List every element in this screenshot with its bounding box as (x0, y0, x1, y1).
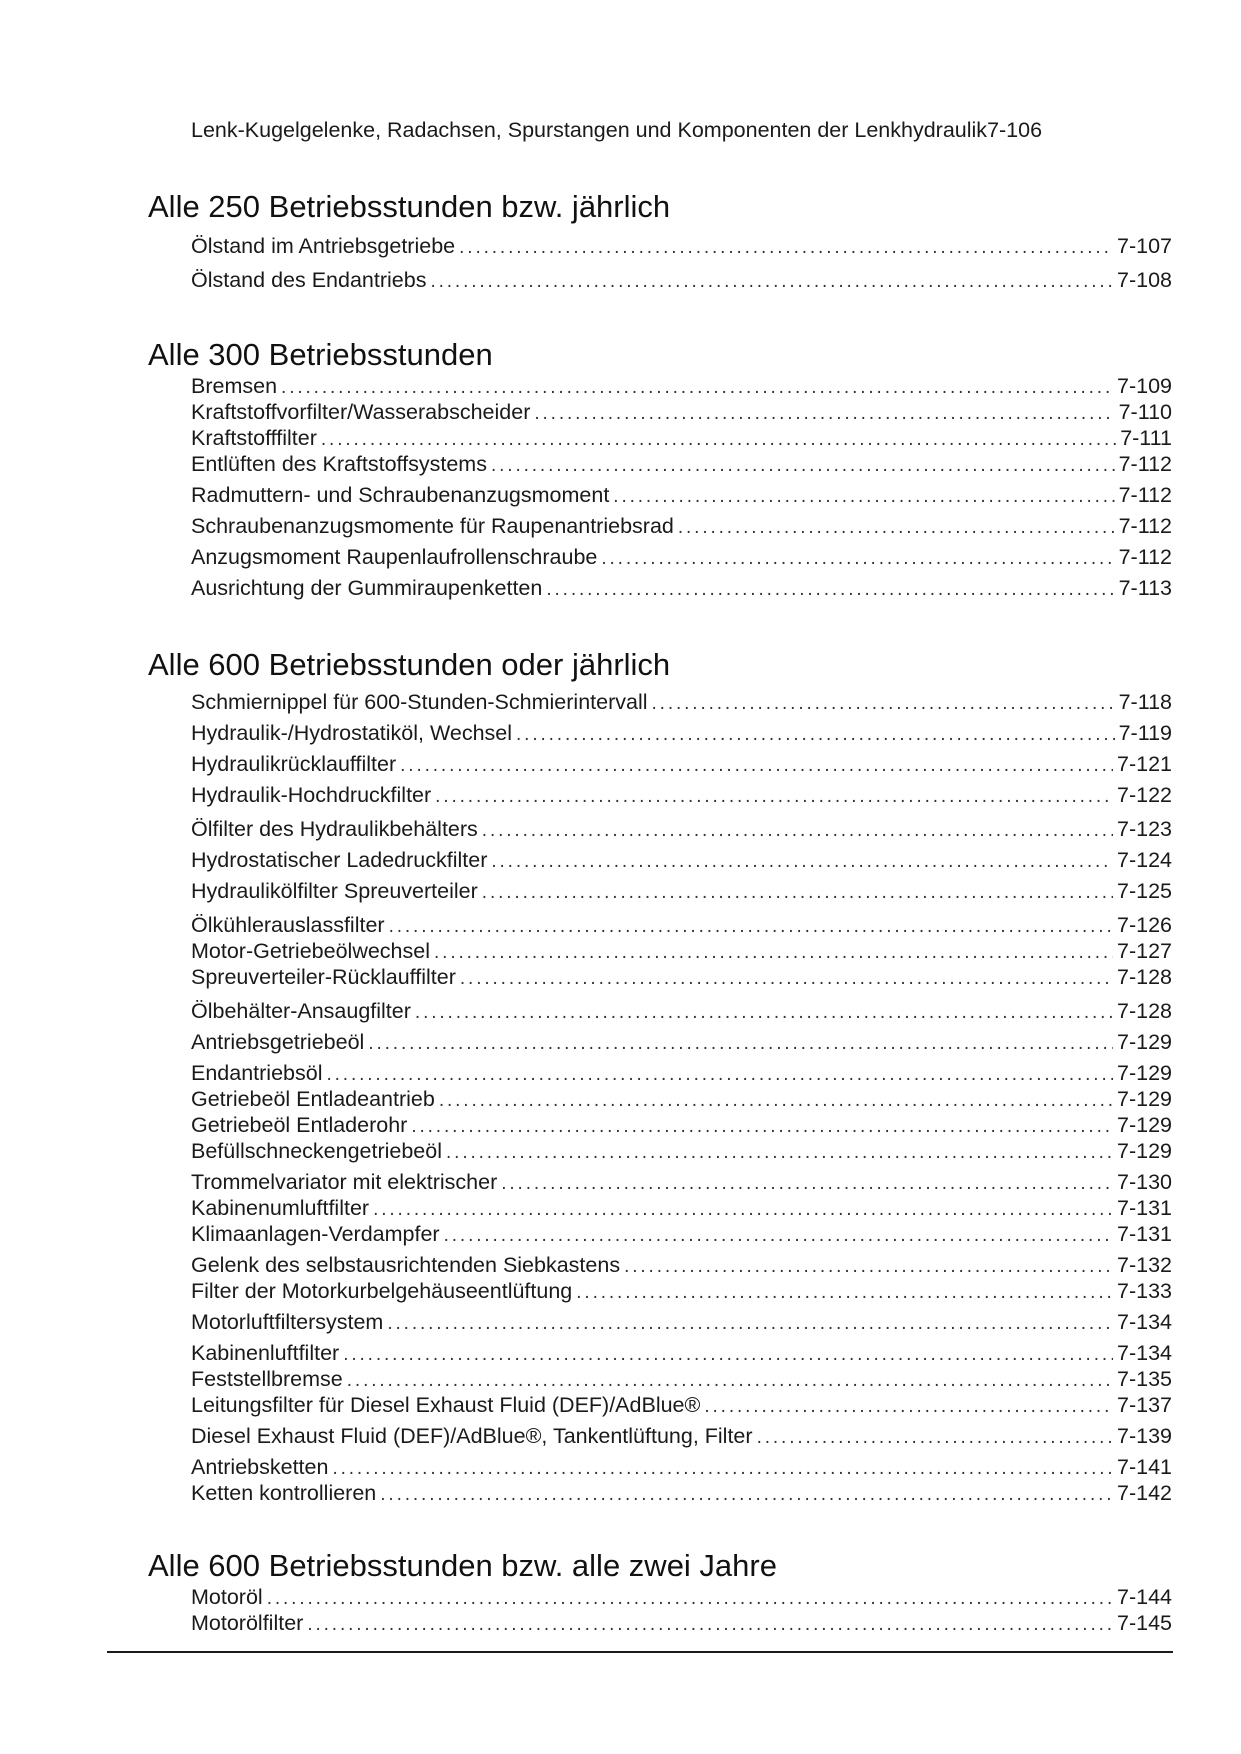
toc-entry-label: Lenk-Kugelgelenke, Radachsen, Spurstangen und Komponenten der Lenkhydraulik (191, 118, 988, 142)
toc-entry-label: Ölbehälter-Ansaugfilter (191, 999, 411, 1023)
toc-entry-label: Ölstand des Endantriebs (191, 268, 427, 292)
toc-entry-page: 7-137 (1117, 1393, 1172, 1417)
toc-entry[interactable] (191, 815, 1172, 843)
toc-entry-page: 7-125 (1117, 879, 1172, 903)
toc-entry[interactable] (191, 1220, 1172, 1248)
toc-entry[interactable] (191, 963, 1172, 991)
section-heading: Alle 300 Betriebsstunden (148, 337, 493, 372)
toc-entry-label: Hydraulik-Hochdruckfilter (191, 783, 432, 807)
dot-leader (491, 848, 1113, 876)
toc-entry-label: Klimaanlagen-Verdampfer (191, 1222, 440, 1246)
toc-entry-page: 7-109 (1117, 374, 1172, 398)
toc-entry[interactable] (191, 512, 1172, 540)
toc-entry-page: 7-139 (1117, 1424, 1172, 1448)
toc-entry[interactable] (191, 719, 1172, 747)
toc-entry-label: Ölkühlerauslassfilter (191, 913, 385, 937)
toc-entry-page: 7-134 (1117, 1310, 1172, 1334)
toc-entry-page: 7-129 (1117, 1139, 1172, 1163)
toc-entry[interactable] (191, 1391, 1172, 1419)
toc-entry-page: 7-129 (1117, 1061, 1172, 1085)
toc-entry[interactable] (191, 1251, 1172, 1279)
toc-entry-label: Hydraulikölfilter Spreuverteiler (191, 879, 478, 903)
toc-entry[interactable] (191, 1168, 1172, 1196)
toc-entry-label: Schraubenanzugsmomente für Raupenantriebsrad (191, 514, 674, 538)
toc-entry-page: 7-106 (987, 118, 1043, 142)
toc-entry-page: 7-110 (1118, 400, 1172, 424)
toc-entry[interactable] (191, 450, 1172, 478)
toc-entry-label: Diesel Exhaust Fluid (DEF)/AdBlue®, Tankentlüftung, Filter (191, 1424, 753, 1448)
toc-entry-label: Hydrostatischer Ladedruckfilter (191, 848, 488, 872)
toc-entry[interactable] (191, 1339, 1172, 1367)
toc-entry[interactable] (191, 1422, 1172, 1450)
dot-leader (368, 1030, 1113, 1058)
toc-entry-label: Ketten kontrollieren (191, 1481, 377, 1505)
toc-entry-label: Hydraulik-/Hydrostatiköl, Wechsel (191, 721, 513, 745)
toc-entry-page: 7-127 (1117, 939, 1172, 963)
toc-entry-label: Motorölfilter (191, 1611, 304, 1635)
dot-leader (516, 721, 1115, 749)
dot-leader (307, 1611, 1113, 1639)
toc-entry[interactable] (191, 1028, 1172, 1056)
toc-entry-label: Anzugsmoment Raupenlaufrollenschraube (191, 545, 598, 569)
toc-entry[interactable] (191, 116, 1172, 144)
dot-leader (546, 576, 1114, 604)
toc-entry-page: 7-132 (1117, 1253, 1172, 1277)
toc-entry-page: 7-128 (1117, 965, 1172, 989)
toc-entry-page: 7-118 (1118, 690, 1172, 714)
toc-entry-label: Ausrichtung der Gummiraupenketten (191, 576, 543, 600)
toc-entry[interactable] (191, 1453, 1172, 1481)
toc-entry-page: 7-111 (1120, 426, 1172, 450)
toc-entry-label: Leitungsfilter für Diesel Exhaust Fluid (DEF)/AdBlue® (191, 1393, 701, 1417)
toc-entry[interactable] (191, 937, 1172, 965)
toc-entry-label: Motor-Getriebeölwechsel (191, 939, 430, 963)
toc-entry-page: 7-144 (1117, 1585, 1172, 1609)
toc-entry[interactable] (191, 688, 1172, 716)
toc-entry-label: Entlüften des Kraftstoffsystems (191, 452, 487, 476)
section-heading: Alle 600 Betriebsstunden bzw. alle zwei Jahre (148, 1548, 777, 1583)
toc-entry-label: Kabinenluftfilter (191, 1341, 340, 1365)
toc-entry-label: Motorluftfiltersystem (191, 1310, 384, 1334)
toc-entry-label: Ölfilter des Hydraulikbehälters (191, 817, 478, 841)
dot-leader (444, 1222, 1113, 1250)
toc-entry[interactable] (191, 1194, 1172, 1222)
toc-entry-label: Ölstand im Antriebsgetriebe (191, 234, 456, 258)
toc-entry-label: Filter der Motorkurbelgehäuseentlüftung (191, 1279, 573, 1303)
dot-leader (460, 965, 1113, 993)
toc-entry-label: Hydraulikrücklauffilter (191, 752, 397, 776)
dot-leader (430, 268, 1113, 296)
toc-entry[interactable] (191, 1583, 1172, 1611)
toc-entry-label: Befüllschneckengetriebeöl (191, 1139, 442, 1163)
toc-entry[interactable] (191, 574, 1172, 602)
toc-entry-page: 7-145 (1117, 1611, 1172, 1635)
toc-entry-label: Antriebsketten (191, 1455, 329, 1479)
toc-entry[interactable] (191, 1609, 1172, 1637)
dot-leader (482, 817, 1113, 845)
toc-entry-label: Feststellbremse (191, 1367, 343, 1391)
dot-leader (415, 999, 1113, 1027)
toc-entry-page: 7-126 (1117, 913, 1172, 937)
toc-entry-page: 7-123 (1117, 817, 1172, 841)
toc-entry[interactable] (191, 543, 1172, 571)
toc-entry-page: 7-107 (1117, 234, 1172, 258)
toc-entry-page: 7-131 (1117, 1196, 1172, 1220)
toc-entry-page: 7-124 (1117, 848, 1172, 872)
toc-entry-label: Getriebeöl Entladerohr (191, 1113, 408, 1137)
toc-entry[interactable] (191, 1111, 1172, 1139)
toc-entry-page: 7-142 (1117, 1481, 1172, 1505)
toc-entry-page: 7-135 (1117, 1367, 1172, 1391)
toc-entry-page: 7-134 (1117, 1341, 1172, 1365)
toc-entry[interactable] (191, 232, 1172, 260)
toc-entry[interactable] (191, 1085, 1172, 1113)
toc-entry-page: 7-131 (1117, 1222, 1172, 1246)
toc-entry-page: 7-112 (1118, 514, 1172, 538)
toc-entry-page: 7-112 (1118, 452, 1172, 476)
toc-entry-label: Schmiernippel für 600-Stunden-Schmierintervall (191, 690, 648, 714)
dot-leader (601, 545, 1114, 573)
toc-entry-label: Kraftstoffvorfilter/Wasserabscheider (191, 400, 531, 424)
toc-entry-label: Gelenk des selbstausrichtenden Siebkastens (191, 1253, 621, 1277)
dot-leader (387, 1310, 1113, 1338)
toc-entry[interactable] (191, 1365, 1172, 1393)
toc-entry-label: Getriebeöl Entladeantrieb (191, 1087, 435, 1111)
toc-entry[interactable] (191, 424, 1172, 452)
toc-entry-label: Spreuverteiler-Rücklauffilter (191, 965, 456, 989)
toc-entry[interactable] (191, 398, 1172, 426)
toc-entry-page: 7-129 (1117, 1113, 1172, 1137)
toc-entry-page: 7-112 (1118, 483, 1172, 507)
toc-entry-page: 7-128 (1117, 999, 1172, 1023)
toc-entry[interactable] (191, 1479, 1172, 1507)
toc-entry-page: 7-108 (1117, 268, 1172, 292)
toc-entry-page: 7-141 (1117, 1455, 1172, 1479)
toc-entry[interactable] (191, 911, 1172, 939)
toc-entry-page: 7-121 (1117, 752, 1172, 776)
toc-entry[interactable] (191, 750, 1172, 778)
toc-entry[interactable] (191, 997, 1172, 1025)
dot-leader (380, 1481, 1113, 1509)
dot-leader (400, 752, 1113, 780)
section-heading: Alle 250 Betriebsstunden bzw. jährlich (148, 189, 671, 224)
toc-entry-page: 7-129 (1117, 1030, 1172, 1054)
toc-entry[interactable] (191, 1308, 1172, 1336)
dot-leader (482, 879, 1113, 907)
toc-entry-label: Trommelvariator mit elektrischer (191, 1170, 498, 1194)
dot-leader (613, 483, 1114, 511)
toc-entry-label: Endantriebsöl (191, 1061, 323, 1085)
toc-entry[interactable] (191, 846, 1172, 874)
toc-entry-page: 7-112 (1118, 545, 1172, 569)
dot-leader (576, 1279, 1113, 1307)
toc-entry-page: 7-130 (1117, 1170, 1172, 1194)
toc-entry-label: Motoröl (191, 1585, 263, 1609)
dot-leader (446, 1139, 1113, 1167)
toc-entry[interactable] (191, 781, 1172, 809)
toc-entry-page: 7-122 (1117, 783, 1172, 807)
section-heading: Alle 600 Betriebsstunden oder jährlich (148, 647, 671, 682)
toc-entry-page: 7-129 (1117, 1087, 1172, 1111)
dot-leader (704, 1393, 1113, 1421)
toc-entry[interactable] (191, 481, 1172, 509)
dot-leader (678, 514, 1115, 542)
toc-entry-page: 7-119 (1118, 721, 1172, 745)
dot-leader (435, 783, 1113, 811)
toc-entry[interactable] (191, 266, 1172, 294)
dot-leader (757, 1424, 1113, 1452)
bottom-rule (107, 1651, 1173, 1653)
toc-entry-label: Radmuttern- und Schraubenanzugsmoment (191, 483, 610, 507)
dot-leader (491, 452, 1115, 480)
toc-entry[interactable] (191, 372, 1172, 400)
toc-entry[interactable] (191, 1059, 1172, 1087)
toc-entry-page: 7-133 (1117, 1279, 1172, 1303)
toc-entry-label: Kabinenumluftfilter (191, 1196, 370, 1220)
toc-entry-label: Antriebsgetriebeöl (191, 1030, 365, 1054)
toc-entry-page: 7-113 (1118, 576, 1172, 600)
toc-entry-label: Kraftstofffilter (191, 426, 317, 450)
toc-entry[interactable] (191, 877, 1172, 905)
toc-entry[interactable] (191, 1137, 1172, 1165)
dot-leader (459, 234, 1113, 262)
dot-leader (652, 690, 1115, 718)
toc-entry[interactable] (191, 1277, 1172, 1305)
toc-entry-label: Bremsen (191, 374, 278, 398)
